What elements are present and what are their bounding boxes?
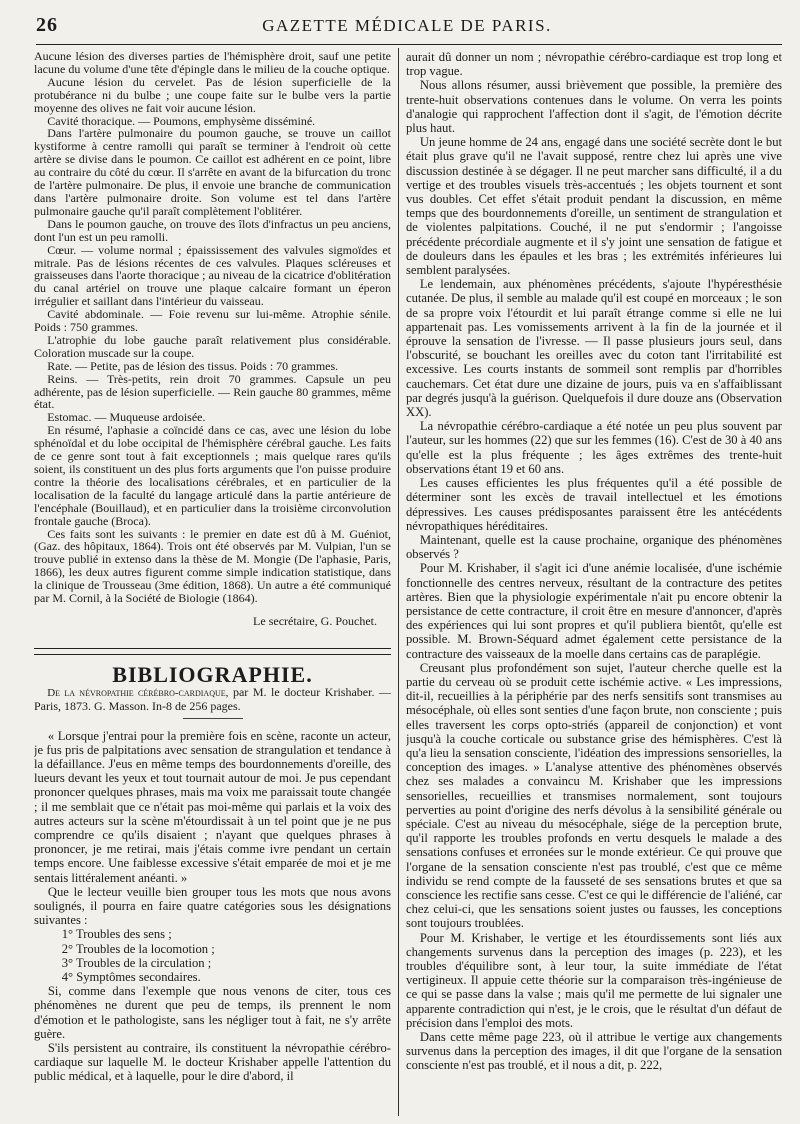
paragraph: Cavité thoracique. — Poumons, emphysème disséminé. <box>47 113 316 128</box>
paragraph: Rate. — Petite, pas de lésion des tissus. Poids : 70 grammes. <box>47 358 339 373</box>
paragraph: Ces faits sont les suivants : le premier en date est dû à M. Guéniot, (Gaz. des hôpitaux, 1864). Trois ont été observés par M. Vulpian, l'un se trouve publié in extenso dans la thèse de M. Mongie (De l'aphasie, Paris, 1866), les deux autres figurent comme simple indication statistique, dans la clinique de Trousseau (3me édition, 1868). Un autre a été communiqué par M. Cornil, à la Société de Biologie (1864). <box>34 526 391 606</box>
paragraph: Cœur. — volume normal ; épaississement des valvules sigmoïdes et mitrale. Pas de lésions récentes de ces valvules. Plaques scléreuses et graisseuses dans l'aorte thoracique ; au niveau de la cicatrice d'oblitération du canal artériel on trouve une plaque calcaire formant un éperon irrégulier et saillant dans l'intérieur du vaisseau. <box>34 242 391 309</box>
reference-rule <box>183 718 243 719</box>
paragraph: Creusant plus profondément son sujet, l'auteur cherche quelle est la partie du cerveau où se produit cette ischémie active. « Les impressions, dit-il, recueillies à la périphérie par des nerfs sensitifs sont transmises au mésocéphale, où elles sont senties d'une façon brute, non consciente ; puis elles traversent les corps opto-striés (appareil de conjonction) et vont jusqu'à la couche corticale ou substance grise des hémisphères. C'est là qu'a lieu la sensation consciente, l'idéation des impressions sensorielles, la conception des images. » L'analyse attentive des phénomènes observés chez ses malades a convaincu M. Krishaber que les impressions sensorielles, recueillies et transmises normalement, sont toujours perverties au point d'origine des nerfs dévolus à la sensibilité générale ou spéciale. C'est au niveau du mésocéphale, siége de la perception brute, qu'il rapporte les troubles profonds en vertu desquels le malade a des sensations confuses et erronées sur le monde extérieur. Ce qui prouve que l'organe de la sensation consciente n'est pas troublé, c'est que ce même individu se rend compte de la fausseté de ses sensations brutes et que sa conscience les rectifie sans cesse. C'est ce qui le différencie de l'aliéné, car chez celui-ci, que les sensations soient justes ou fausses, les conceptions sont toujours troublées. <box>406 660 782 931</box>
paragraph: Nous allons résumer, aussi brièvement que possible, la première des trente-huit observations contenues dans le volume. On verra les points d'analogie qui rapprochent l'affection dont il s'agit, de l'émotion décrite plus haut. <box>406 78 782 136</box>
paragraph: Dans cette même page 223, où il attribue le vertige aux changements survenus dans la perception des images, il dit que l'organe de la sensation consciente n'est pas troublé, et il nous a dit, p. 222, <box>406 1030 782 1073</box>
bibliography-heading: BIBLIOGRAPHIE. <box>112 661 313 687</box>
list-item: 1° Troubles des sens ; <box>61 927 172 942</box>
column-divider <box>398 48 399 1116</box>
paragraph: Dans l'artère pulmonaire du poumon gauche, se trouve un caillot kystiforme à centre ramolli qui paraît se terminer à l'endroit où cette artère se divise dans le poumon. Ce caillot est adhérent en ce point, libre au contraire du côté du cœur. Il s'arrête en avant de la bifurcation du tronc de l'artère pulmonaire. De plus, il envoie une branche de communication dans l'artère pulmonaire droite. Son volume est tel dans l'artère pulmonaire gauche qu'il paraît complètement l'oblitérer. <box>34 126 391 218</box>
list-item: 4° Symptômes secondaires. <box>61 970 201 985</box>
secretary-signature: Le secrétaire, G. Pouchet. <box>253 613 377 628</box>
paragraph: Dans le poumon gauche, on trouve des îlots d'infractus un peu anciens, dont l'un est un peu ramolli. <box>34 216 391 244</box>
paragraph: Cavité abdominale. — Foie revenu sur lui-même. Atrophie sénile. Poids : 750 grammes. <box>34 307 391 335</box>
list-item: 3° Troubles de la circulation ; <box>61 955 212 970</box>
list-item: 2° Troubles de la locomotion ; <box>61 941 215 956</box>
right-column <box>406 50 782 1118</box>
book-details: par M. le docteur Krishaber. — Paris, 1873. G. Masson. In-8 de 256 pages. <box>34 684 391 713</box>
paragraph: Aucune lésion du cervelet. Pas de lésion superficielle de la protubérance ni du bulbe ; une coupe faite sur le bulbe vers la partie moyenne des olives ne fait voir aucune lésion. <box>34 74 391 115</box>
paragraph: Pour M. Krishaber, le vertige et les étourdissements sont liés aux changements survenus dans la perception des images (p. 223), et les troubles d'équilibre sont, à leur tour, la suite immédiate de l'état vertigineux. Il appuie cette théorie sur la comparaison très-ingénieuse de ce qui se passe dans la valse ; mais qu'il me permette de lui signaler une apparente contradiction qui n'est, je le crois, que le résultat d'un défaut de précision dans l'emploi des mots. <box>406 930 782 1030</box>
symptom-categories-list <box>34 927 391 984</box>
page-number: 26 <box>36 14 58 36</box>
paragraph: En résumé, l'aphasie a coïncidé dans ce cas, avec une lésion du lobe sphénoïdal et du lobe occipital de l'hémisphère cérébral gauche. Les faits de ce genre sont tout à fait exceptionnels ; mais quelque rares qu'ils soient, ils constituent un des plus forts arguments que l'on puisse produire contre la théorie des localisations cérébrales, et en particulier de la localisation de la faculté du langage articulé dans la partie antérieure de l'encéphale (Bouillaud), et en particulier dans la troisième circonvolution frontale gauche (Broca). <box>34 423 391 528</box>
paragraph: Maintenant, quelle est la cause prochaine, organique des phénomènes observés ? <box>406 532 782 562</box>
header-rule <box>36 44 782 45</box>
paragraph: aurait dû donner un nom ; névropathie cérébro-cardiaque est trop long et trop vague. <box>406 50 782 79</box>
book-title: De la névropathie cérébro-cardiaque, <box>47 686 229 699</box>
journal-title: GAZETTE MÉDICALE DE PARIS. <box>262 16 552 35</box>
paragraph: Estomac. — Muqueuse ardoisée. <box>47 410 206 425</box>
paragraph: Pour M. Krishaber, il s'agit ici d'une anémie localisée, d'une ischémie fonctionnelle des centres nerveux, résultant de la contracture des petites artères. Bien que la physiologie expérimentale n'ait pu encore obtenir la persistance de cette contracture, il croit être en mesure d'annoncer, d'après des expériences qui lui sont propres et qu'il publiera bientôt, qu'elle est possible. M. Brown-Séquard admet également cette persistance de la contracture des vaisseaux de la moelle dans certains cas de paraplégie. <box>406 561 782 661</box>
paragraph: Le lendemain, aux phénomènes précédents, s'ajoute l'hypéresthésie cutanée. De plus, il semble au malade qu'il est coupé en morceaux ; le son de sa propre voix l'étourdit et lui paraît étrange comme si elle ne lui appartenait pas. Les vomissements arrivent à la fin de la journée et il éprouve la sensation de l'ivresse. — Il passe plusieurs jours seul, dans l'obscurité, se bouchant les oreilles avec du coton tant l'irritabilité est excessive. Les courts instants de sommeil sont remplis par d'horribles cauchemars. Cet état dure une dizaine de jours, puis va en s'affaiblissant par degrés jusqu'à la guérison. Quelquefois il dure douze ans (Observation XX). <box>406 277 782 420</box>
paragraph: La névropathie cérébro-cardiaque a été notée un peu plus souvent par l'auteur, sur les hommes (22) que sur les femmes (16). C'est de 30 à 40 ans qu'elle est la plus fréquente ; les âges extrêmes des trente-huit observations étant 19 et 60 ans. <box>406 419 782 476</box>
paragraph: Reins. — Très-petits, rein droit 70 grammes. Capsule un peu adhérente, pas de lésion superficielle. — Rein gauche 80 grammes, même état. <box>34 371 391 412</box>
left-column <box>34 50 391 1118</box>
paragraph: L'atrophie du lobe gauche paraît relativement plus considérable. Coloration muscade sur la coupe. <box>34 332 391 360</box>
actor-quote: « Lorsque j'entrai pour la première fois en scène, raconte un acteur, je fus pris de palpitations avec sensation de strangulation et tendance à la défaillance. J'eus en même temps des bourdonnements d'oreille, des lueurs devant les yeux et tout tournait autour de moi. Je pus cependant prononcer quelques phrases, mais ma voix me paraissait toute changée ; il me semblait que ce n'était pas moi-même qui parlais et la voix des autres acteurs sur la scène m'étourdissait à un tel point que je ne pus comprendre ce qu'ils disaient ; n'ayant que quelques phrases à prononcer, je me retirai, mais j'étais comme ivre pendant un certain temps encore. Une faiblesse excessive s'était emparée de moi et je me sentais littéralement anéanti. » <box>34 728 391 885</box>
paragraph: Que le lecteur veuille bien grouper tous les mots que nous avons soulignés, il pourra en faire quatre catégories sous les désignations suivantes : <box>34 884 391 928</box>
paragraph: Si, comme dans l'exemple que nous venons de citer, tous ces phénomènes ne durent que peu de temps, ils prennent le nom d'émotion et le pathologiste, sans les négliger tout à fait, ne s'y arrête guère. <box>34 984 391 1041</box>
page-header <box>36 14 778 40</box>
paragraph: Les causes efficientes les plus fréquentes qu'il a été possible de déterminer sont les excès de travail intellectuel et les émotions dépressives. Les causes prédisposantes paraissent être les antécédents névropathiques héréditaires. <box>406 476 782 533</box>
paragraph: S'ils persistent au contraire, ils constituent la névropathie cérébro-cardiaque sur laquelle M. le docteur Krishaber appelle l'attention du public médical, et à laquelle, pour le dire d'abord, il <box>34 1041 391 1084</box>
bibliography-reference <box>34 686 391 713</box>
section-double-rule <box>34 648 391 655</box>
paragraph: Aucune lésion des diverses parties de l'hémisphère droit, sauf une petite lacune du volume d'une tête d'épingle dans le milieu de la couche optique. <box>34 50 391 76</box>
paragraph: Un jeune homme de 24 ans, engagé dans une société secrète dont le but était plus grave qu'il ne l'avait supposé, rentre chez lui après une vive discussion destinée à se dégager. Il ne peut marcher sans difficulté, il a du vertige et des troubles visuels très-accentués ; les objets tournent et sont vus doubles. Cet effet s'était produit pendant la discussion, en même temps que des bourdonnements d'oreille, un sentiment de strangulation et de violentes palpitations. Couché, il ne put s'endormir ; l'angoisse précédente précordiale augmente et il s'y joint une sensation de fatigue et de douleurs dans les épaules et les bras ; les extrémités inférieures lui semblent paralysées. <box>406 135 782 278</box>
